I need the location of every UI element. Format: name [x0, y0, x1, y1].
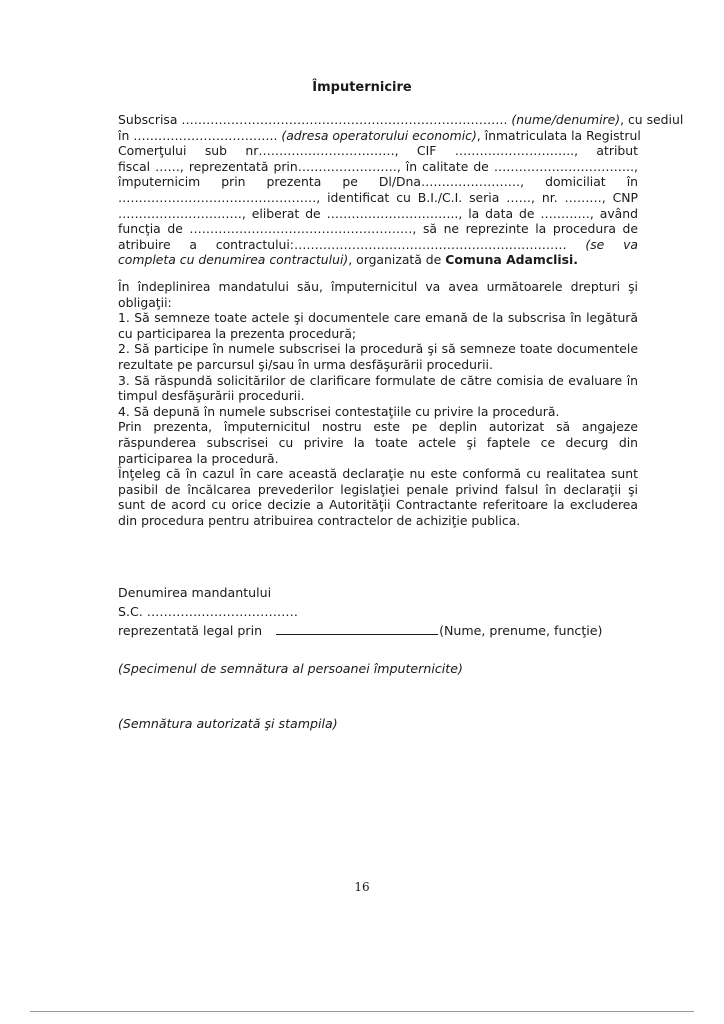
authorized-signature-label: (Semnătura autorizată şi stampila)	[118, 716, 338, 731]
intro-line-10: completa cu denumirea contractului), organizată de Comuna Adamclisi.	[118, 252, 578, 268]
intro-line-9: atribuire a contractului:………………………………………………………… (se va	[118, 236, 638, 252]
intro-line-5: împuternicim prin prezenta pe Dl/Dna……………………, domiciliat în	[118, 174, 638, 190]
intro-line-6: …………………………………………, identificat cu B.I./C.I. seria ……, nr. ………, CNP	[118, 189, 638, 205]
intro-line-1: Subscrisa ……………………………………………………………………. (nume/denumire), cu sediul	[118, 112, 684, 127]
page-number: 16	[354, 880, 370, 894]
rights-section	[118, 279, 638, 529]
name-underline	[276, 622, 438, 635]
specimen-label: (Specimenul de semnătura al persoanei împuternicite)	[118, 661, 463, 676]
represented-line: reprezentată legal prin (Nume, prenume, funcţie)	[118, 623, 603, 638]
authority-name: Comuna Adamclisi.	[445, 252, 578, 268]
intro-line-3: Comerţului sub nr……………………………, CIF ……………………….., atribut	[118, 143, 638, 159]
rights-item-1: 1. Să semneze toate actele şi documentele care emană de la subscrisa în legătură cu participarea la prezenta procedură;	[118, 310, 638, 341]
declaration-paragraph: Înţeleg că în cazul în care această declaraţie nu este conformă cu realitatea sunt pasibil de încălcarea prevederilor legislaţiei penale privind falsul în declaraţii şi sunt de acord cu orice decizie a Autorităţii Contractante referitoare la excluderea din procedura pentru atribuirea contractelor de achiziţie publica.	[118, 466, 638, 528]
intro-line-2: în …………………………….. (adresa operatorului economic), înmatriculata la Registrul	[118, 127, 641, 143]
mandator-label: Denumirea mandantului	[118, 585, 272, 600]
rights-item-3: 3. Să răspundă solicitărilor de clarificare formulate de către comisia de evaluare în timpul desfăşurării procedurii.	[118, 372, 638, 404]
rights-item-2: 2. Să participe în numele subscrisei la procedură şi să semneze toate documentele rezultate pe parcursul şi/sau în urma desfăşurării procedurii.	[118, 341, 638, 372]
intro-line-4: fiscal ……, reprezentată prin……………………, în calitate de …………………………….,	[118, 158, 638, 174]
document-title: Împuternicire	[312, 80, 412, 95]
authorization-paragraph: Prin prezenta, împuternicitul nostru este pe deplin autorizat să angajeze răspunderea subscrisei cu privire la toate actele şi faptele ce decurg din participarea la procedură.	[118, 419, 638, 466]
intro-line-8: funcţia de ………………………………………………, să ne reprezinte la procedura de	[118, 221, 638, 237]
rights-item-4: 4. Să depună în numele subscrisei contestaţiile cu privire la procedură.	[118, 403, 560, 419]
sc-line: S.C. ………………………………	[118, 604, 298, 619]
footer-divider	[30, 1011, 694, 1012]
rights-intro: În îndeplinirea mandatului său, împuternicitul va avea următoarele drepturi şi obligaţii:	[118, 279, 638, 310]
intro-line-7: …………………………, eliberat de ………………………….., la data de …………, având	[118, 205, 638, 221]
intro-paragraph	[118, 112, 684, 268]
